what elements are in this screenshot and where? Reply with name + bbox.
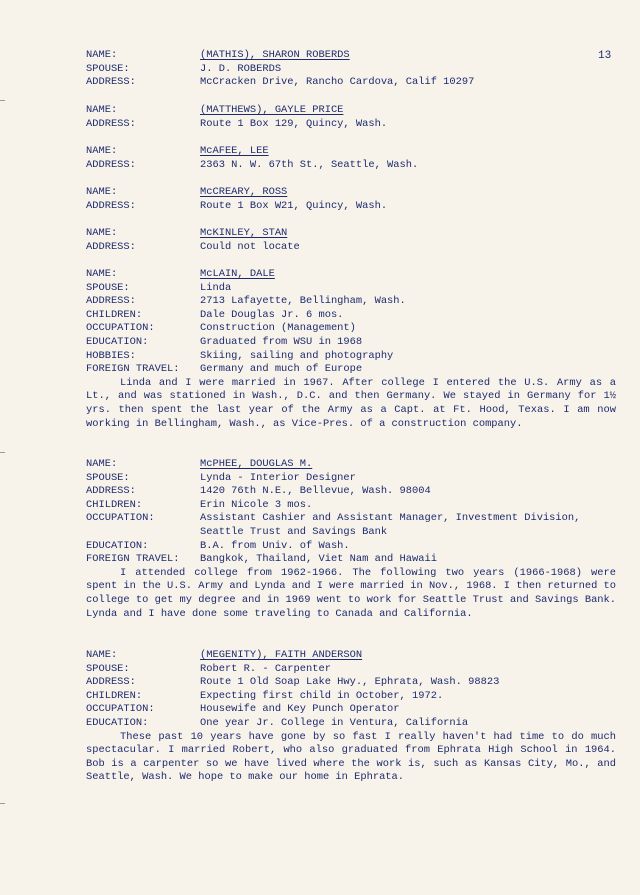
address-label: ADDRESS:: [86, 676, 136, 689]
occupation-label: OCCUPATION:: [86, 703, 155, 716]
narrative-paragraph: [86, 567, 616, 621]
entry-mclain: [86, 268, 616, 431]
name-value: McLAIN, DALE: [200, 268, 275, 280]
children-label: CHILDREN:: [86, 689, 143, 702]
entry-matthews: [86, 104, 616, 131]
name-value: (MATTHEWS), GAYLE PRICE: [200, 104, 344, 116]
entry-megenity: [86, 649, 616, 785]
education-label: EDUCATION:: [86, 335, 149, 348]
address-value: Route 1 Old Soap Lake Hwy., Ephrata, Wash. 98823: [200, 676, 500, 689]
name-label: NAME:: [86, 186, 118, 198]
address-value: Route 1 Box W21, Quincy, Wash.: [200, 199, 388, 212]
children-label: CHILDREN:: [86, 308, 143, 321]
spouse-value: Lynda - Interior Designer: [200, 471, 356, 484]
spouse-label: SPOUSE:: [86, 662, 130, 675]
spouse-label: SPOUSE:: [86, 62, 130, 75]
entry-mckinley: [86, 227, 616, 254]
spouse-value: Robert R. - Carpenter: [200, 662, 331, 675]
page-number: 13: [598, 50, 612, 62]
address-label: ADDRESS:: [86, 240, 136, 253]
address-label: ADDRESS:: [86, 117, 136, 130]
name-value: McPHEE, DOUGLAS M.: [200, 458, 313, 470]
foreign-travel-value: Germany and much of Europe: [200, 363, 363, 376]
spouse-label: SPOUSE:: [86, 471, 130, 484]
address-value: 1420 76th N.E., Bellevue, Wash. 98004: [200, 485, 431, 498]
name-value: (MATHIS), SHARON ROBERDS: [200, 49, 350, 61]
narrative-paragraph: [86, 731, 616, 785]
children-value: Erin Nicole 3 mos.: [200, 498, 313, 511]
address-label: ADDRESS:: [86, 76, 136, 89]
name-value: McKINLEY, STAN: [200, 227, 288, 239]
margin-mark: [0, 100, 5, 101]
name-value: (MEGENITY), FAITH ANDERSON: [200, 649, 363, 661]
occupation-value-continued: Seattle Trust and Savings Bank: [200, 525, 388, 538]
address-value: Route 1 Box 129, Quincy, Wash.: [200, 117, 388, 130]
occupation-value: Assistant Cashier and Assistant Manager, Investment Division,: [200, 512, 581, 525]
spouse-value: Linda: [200, 281, 232, 294]
occupation-value: Housewife and Key Punch Operator: [200, 703, 400, 716]
name-label: NAME:: [86, 458, 118, 470]
foreign-travel-label: FOREIGN TRAVEL:: [86, 363, 180, 376]
children-value: Dale Douglas Jr. 6 mos.: [200, 308, 344, 321]
name-label: NAME:: [86, 268, 118, 280]
name-label: NAME:: [86, 649, 118, 661]
narrative-text: Linda and I were married in 1967. After college I entered the U.S. Army as a Lt., and was stationed in Wash., D.C. and then Germany. We stayed in Germany for 1½ yrs. then spent the last year of the Army as a Capt. at Ft. Hood, Texas. I am now working in Bellingham, Wash., as Vice-Pres. of a construction company.: [86, 376, 616, 430]
address-value: 2713 Lafayette, Bellingham, Wash.: [200, 295, 406, 308]
margin-mark: [0, 452, 5, 453]
margin-mark: [0, 803, 5, 804]
narrative-paragraph: [86, 377, 616, 431]
name-value: McCREARY, ROSS: [200, 186, 288, 198]
education-value: Graduated from WSU in 1968: [200, 335, 363, 348]
entry-mathis: [86, 49, 616, 90]
children-value: Expecting first child in October, 1972.: [200, 689, 444, 702]
entry-mcphee: [86, 458, 616, 621]
address-value: McCracken Drive, Rancho Cardova, Calif 10297: [200, 76, 475, 89]
education-value: One year Jr. College in Ventura, California: [200, 716, 469, 729]
spouse-label: SPOUSE:: [86, 281, 130, 294]
foreign-travel-label: FOREIGN TRAVEL:: [86, 553, 180, 566]
address-label: ADDRESS:: [86, 158, 136, 171]
narrative-text: These past 10 years have gone by so fast I really haven't had time to do much spectacular. I married Robert, who also graduated from Ephrata High School in 1964. Bob is a carpenter so we have lived where the work is, such as Kansas City, Mo., and Seattle, Wash. We hope to make our home in Ephrata.: [86, 730, 616, 784]
occupation-value: Construction (Management): [200, 322, 356, 335]
spouse-value: J. D. ROBERDS: [200, 62, 282, 75]
hobbies-label: HOBBIES:: [86, 349, 136, 362]
entry-mcafee: [86, 145, 616, 172]
name-label: NAME:: [86, 145, 118, 157]
name-label: NAME:: [86, 227, 118, 239]
education-label: EDUCATION:: [86, 539, 149, 552]
entry-mccreary: [86, 186, 616, 213]
name-label: NAME:: [86, 49, 118, 61]
address-label: ADDRESS:: [86, 485, 136, 498]
occupation-label: OCCUPATION:: [86, 322, 155, 335]
foreign-travel-value: Bangkok, Thailand, Viet Nam and Hawaii: [200, 553, 437, 566]
address-label: ADDRESS:: [86, 295, 136, 308]
education-label: EDUCATION:: [86, 716, 149, 729]
address-value: 2363 N. W. 67th St., Seattle, Wash.: [200, 158, 419, 171]
name-label: NAME:: [86, 104, 118, 116]
address-label: ADDRESS:: [86, 199, 136, 212]
name-value: McAFEE, LEE: [200, 145, 269, 157]
narrative-text: I attended college from 1962-1966. The following two years (1966-1968) were spent in the U.S. Army and Lynda and I were married in Nov., 1968. I then returned to college to get my degree and in 1969 went to work for Seattle Trust and Savings Bank. Lynda and I have done some traveling to Canada and California.: [86, 566, 617, 620]
hobbies-value: Skiing, sailing and photography: [200, 349, 394, 362]
address-value: Could not locate: [200, 240, 300, 253]
children-label: CHILDREN:: [86, 498, 143, 511]
education-value: B.A. from Univ. of Wash.: [200, 539, 350, 552]
occupation-label: OCCUPATION:: [86, 512, 155, 525]
